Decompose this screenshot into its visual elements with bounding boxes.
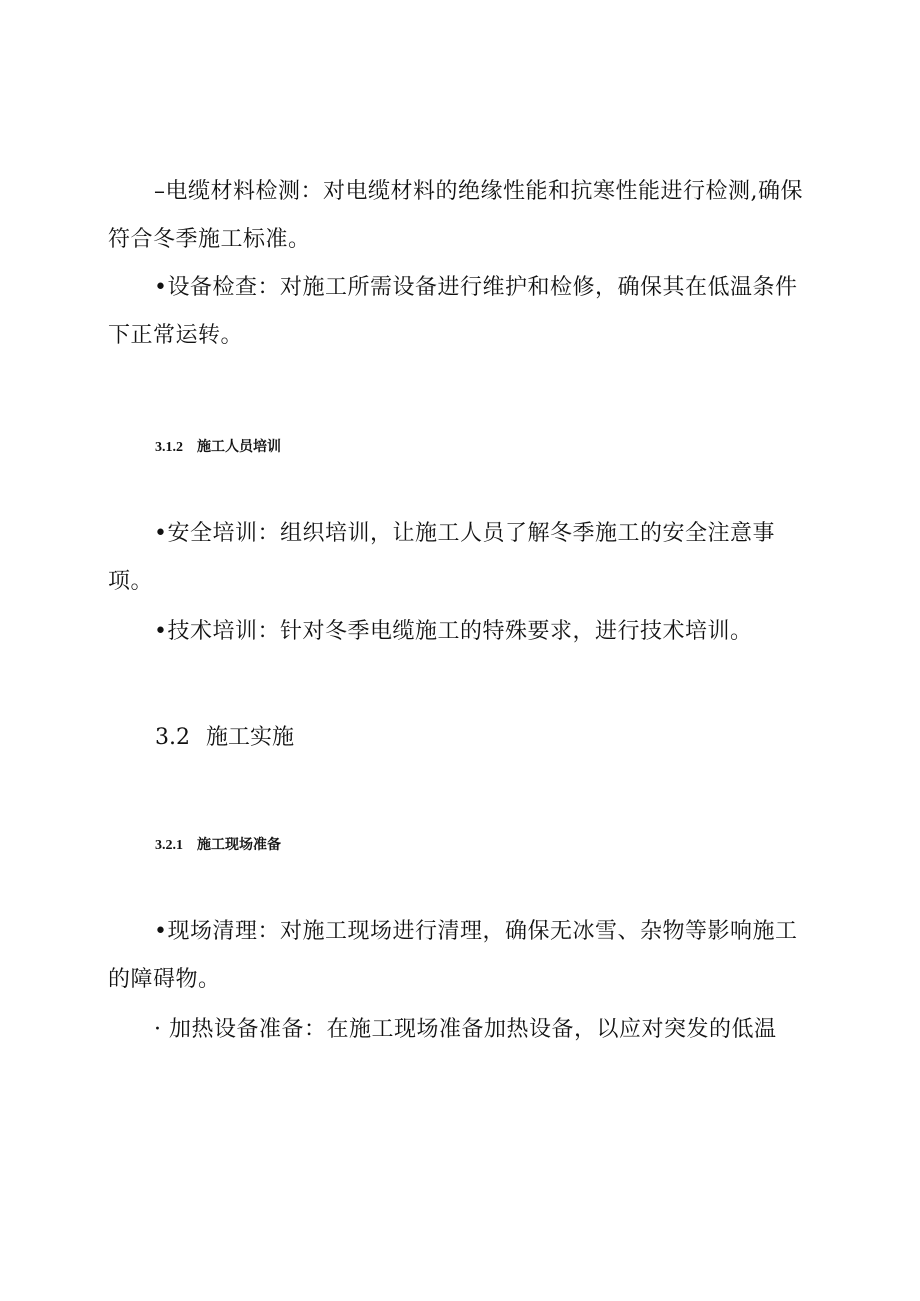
section-number: 3.1.2: [155, 440, 183, 455]
section-title: 施工人员培训: [197, 438, 281, 454]
section-number: 3.2: [155, 725, 190, 750]
paragraph-site-clearing: •现场清理：对施工现场进行清理，确保无冰雪、杂物等影响施工的障碍物。: [108, 919, 798, 992]
paragraph-safety-training: •安全培训：组织培训，让施工人员了解冬季施工的安全注意事项。: [108, 521, 775, 594]
paragraph-heating-equipment: · 加热设备准备：在施工现场准备加热设备，以应对突发的低温: [154, 1017, 777, 1042]
paragraph-equipment-inspection: •设备检查：对施工所需设备进行维护和检修，确保其在低温条件下正常运转。: [108, 275, 798, 348]
section-heading-3-1-2: [155, 436, 281, 456]
section-number: 3.2.1: [155, 838, 183, 853]
section-heading-3-2-1: [155, 834, 281, 854]
section-title: 施工实施: [206, 725, 295, 750]
paragraph-cable-material-test: –电缆材料检测：对电缆材料的绝缘性能和抗寒性能进行检测,确保符合冬季施工标准。: [108, 179, 803, 252]
section-title: 施工现场准备: [197, 836, 281, 852]
section-heading-3-2: [155, 720, 294, 751]
paragraph-technical-training: •技术培训：针对冬季电缆施工的特殊要求，进行技术培训。: [154, 619, 753, 644]
